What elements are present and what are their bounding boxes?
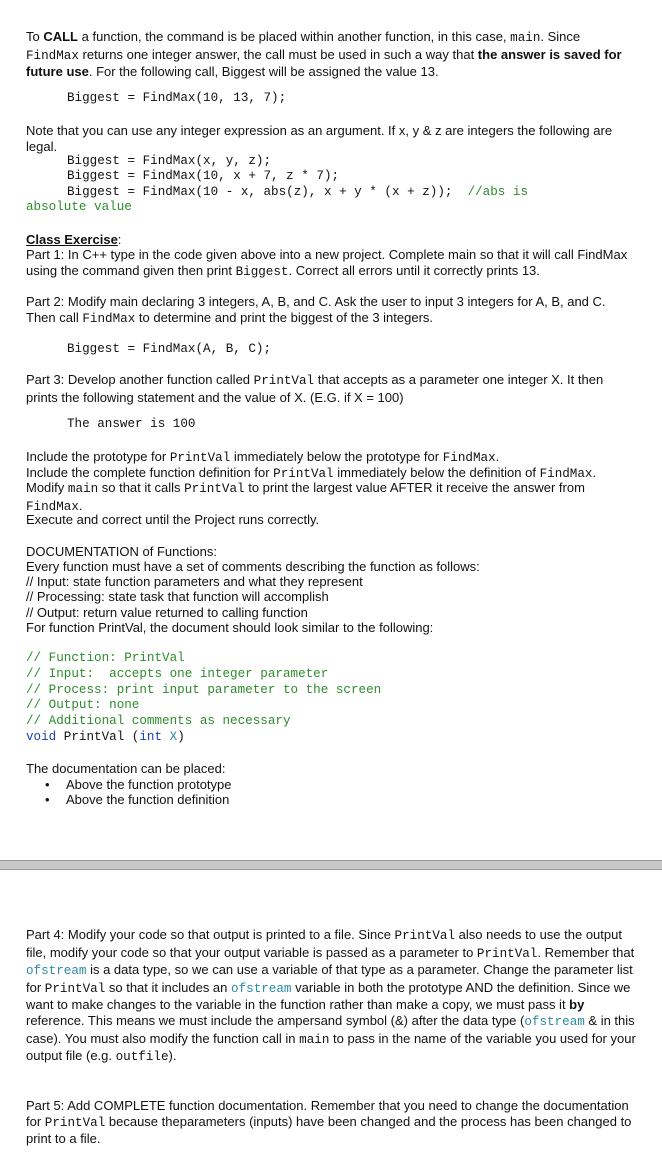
documentation-line-1: Every function must have a set of comments describing the function as follows: <box>26 559 480 574</box>
doc-comment-2: // Input: accepts one integer parameter <box>26 667 329 681</box>
code-biggest-abc: Biggest = FindMax(A, B, C); <box>67 342 272 356</box>
doc-comment-5: // Additional comments as necessary <box>26 714 291 728</box>
documentation-heading: DOCUMENTATION of Functions: <box>26 544 217 559</box>
doc-comment-4: // Output: none <box>26 698 140 712</box>
code-comment: //abs is <box>467 185 529 199</box>
code-biggest-call: Biggest = FindMax(10, 13, 7); <box>67 91 287 105</box>
part5-paragraph: Part 5: Add COMPLETE function documentation. Remember that you need to change the documentation for PrintVal because theparameters (inputs) have been changed and the process has been changed to print to a file. <box>26 1098 632 1146</box>
page-separator <box>0 860 662 870</box>
code-line-1: Biggest = FindMax(x, y, z); <box>67 154 272 168</box>
doc-comment-3: // Process: print input parameter to the screen <box>26 683 382 697</box>
class-exercise-heading: Class Exercise: <box>26 232 122 247</box>
execute-line: Execute and correct until the Project runs correctly. <box>26 512 320 527</box>
documentation-line-5: For function PrintVal, the document should look similar to the following: <box>26 620 434 635</box>
code-line-3: Biggest = FindMax(10 - x, abs(z), x + y * (x + z)); //abs is <box>67 185 529 199</box>
note-paragraph: Note that you can use any integer expression as an argument. If x, y & z are integers the following are legal. <box>26 123 613 154</box>
code-line-2: Biggest = FindMax(10, x + 7, z * 7); <box>67 169 340 183</box>
part1-paragraph: Part 1: In C++ type in the code given above into a new project. Complete main so that it will call FindMax using the command given then print Biggest. Correct all errors until it correctly prints 13. <box>26 247 628 279</box>
modify-main-line: Modify main so that it calls PrintVal to print the largest value AFTER it receive the answer from FindMax. <box>26 480 585 514</box>
include-prototype-line: Include the prototype for PrintVal immediately below the prototype for FindMax. <box>26 449 500 465</box>
doc-function-signature: void PrintVal (int X) <box>26 730 185 744</box>
part4-paragraph: Part 4: Modify your code so that output is printed to a file. Since PrintVal also needs to use the output file, modify your code so that your output variable is passed as a parameter to PrintVal. Remember that ofstream is a data type, so we can use a variable of that type as a parameter. Change the parameter list for PrintVal so that it includes an ofstream variable in both the prototype AND the definition. Since we want to make changes to the variable in the function rather than make a copy, we must pass it by reference. This means we must include the ampersand symbol (&) after the data type (ofstream & in this case). You must also modify the function call in main to pass in the name of the variable you used for your output file (e.g. outfile). <box>26 927 636 1065</box>
code-answer-output: The answer is 100 <box>67 417 196 431</box>
documentation-line-4: // Output: return value returned to calling function <box>26 605 308 620</box>
documentation-line-2: // Input: state function parameters and what they represent <box>26 574 363 589</box>
part2-paragraph: Part 2: Modify main declaring 3 integers, A, B, and C. Ask the user to input 3 integers for A, B, and C. Then call FindMax to determine and print the biggest of the 3 integers. <box>26 294 606 326</box>
intro-paragraph: To CALL a function, the command is be placed within another function, in this case, main. Since FindMax returns one integer answer, the call must be used in such a way that the answer is saved for future use. For the following call, Biggest will be assigned the value 13. <box>26 29 622 79</box>
include-definition-line: Include the complete function definition for PrintVal immediately below the definition of FindMax. <box>26 465 597 481</box>
part3-paragraph: Part 3: Develop another function called PrintVal that accepts as a parameter one integer X. It then prints the following statement and the value of X. (E.G. if X = 100) <box>26 372 604 405</box>
code-comment-continued: absolute value <box>26 200 132 214</box>
doc-comment-1: // Function: PrintVal <box>26 651 185 665</box>
documentation-placed: The documentation can be placed: <box>26 761 226 776</box>
documentation-line-3: // Processing: state task that function will accomplish <box>26 589 329 604</box>
